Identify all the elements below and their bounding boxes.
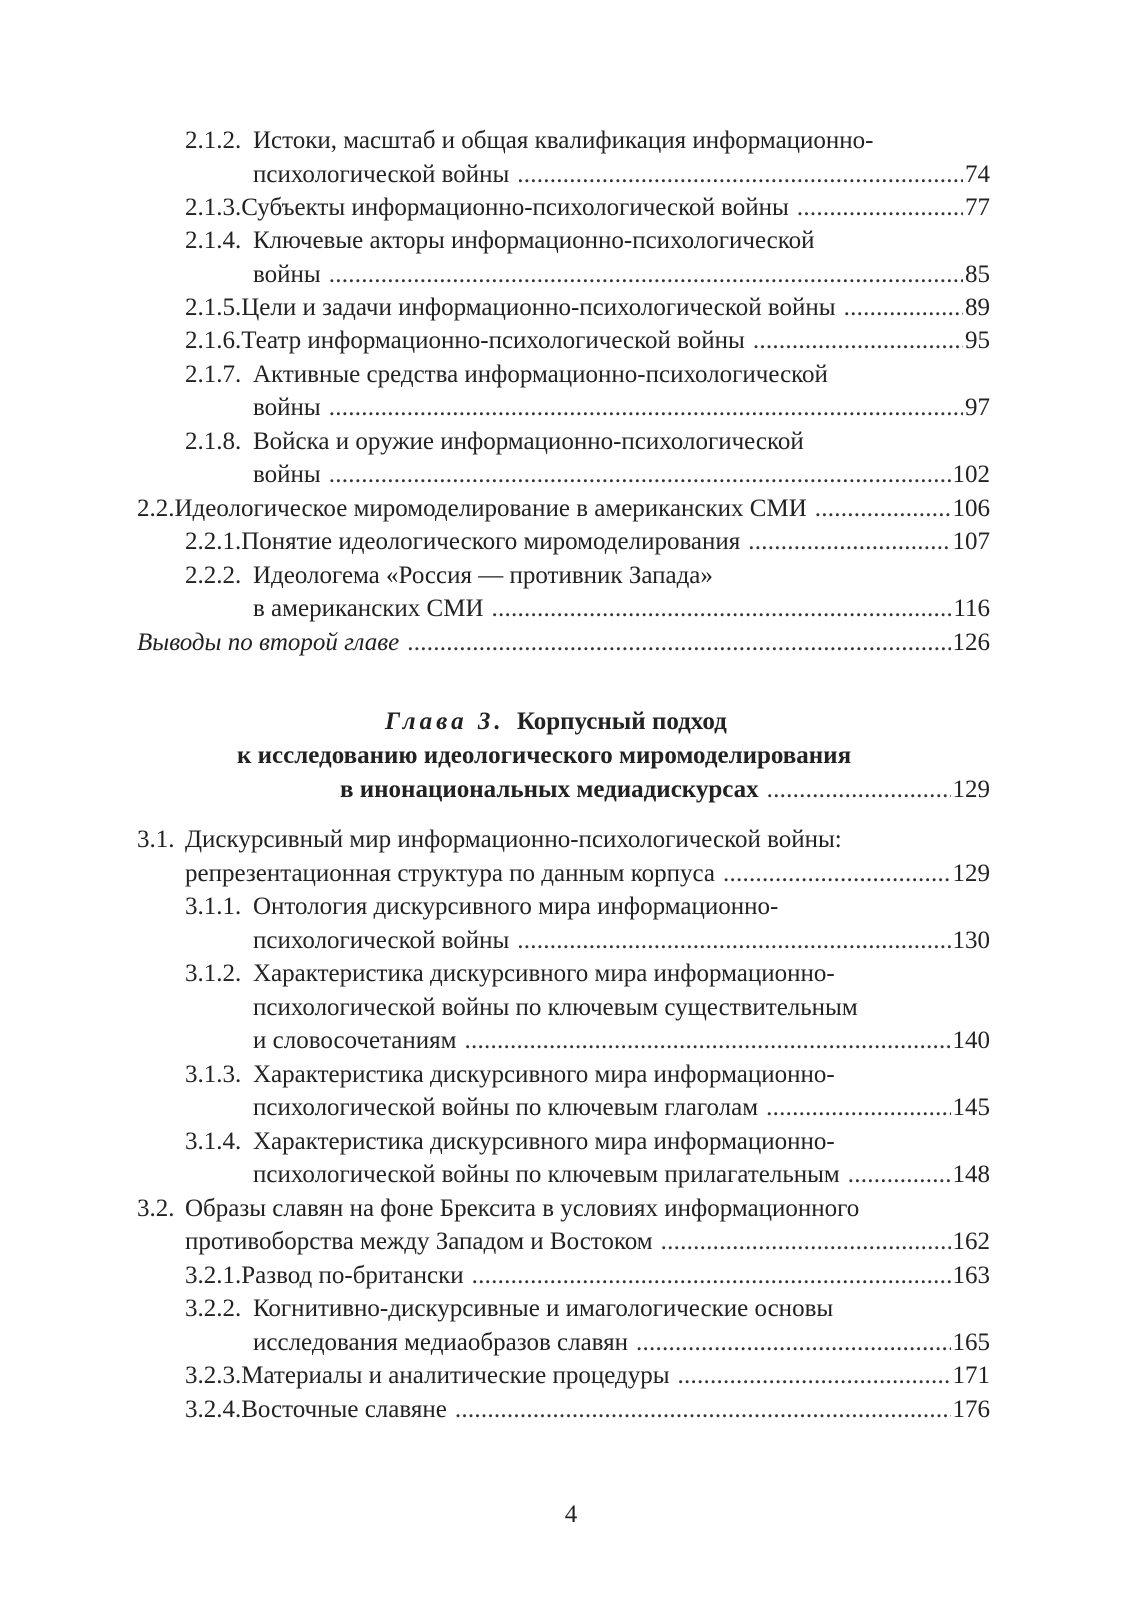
dot-leader (797, 191, 963, 225)
toc-entry-3-1-4-cont[interactable] (253, 1158, 990, 1192)
toc-title: Войска и оружие информационно-психологической (253, 428, 804, 455)
dot-leader (464, 1024, 950, 1058)
dot-leader (848, 1158, 951, 1192)
toc-number: 3.2.1. (185, 1262, 242, 1289)
toc-entry-3-1-1-cont[interactable] (253, 924, 990, 958)
dot-leader (407, 626, 950, 660)
toc-page: 140 (952, 1027, 990, 1054)
toc-number: 3.2.2. (185, 1295, 242, 1322)
toc-number: 3.1.1. (185, 893, 242, 920)
dot-leader (815, 492, 951, 526)
toc-entry-2-1-8-cont[interactable] (253, 458, 990, 492)
toc-title: Характеристика дискурсивного мира информационно- (253, 1061, 835, 1088)
toc-title: Выводы по второй главе (137, 629, 400, 656)
dot-leader (329, 458, 951, 492)
toc-number: 2.2. (137, 495, 175, 522)
toc-title: Когнитивно-дискурсивные и имагологические основы (253, 1295, 834, 1322)
dot-leader (517, 924, 950, 958)
dot-leader (492, 592, 952, 626)
toc-entry-2-1-7[interactable] (185, 358, 990, 392)
toc-number: 2.2.1. (185, 528, 242, 555)
toc-entry-2-1-7-cont[interactable] (253, 391, 990, 425)
toc-title: исследования медиаобразов славян (253, 1329, 629, 1356)
toc-title: Характеристика дискурсивного мира информационно- (253, 1128, 835, 1155)
toc-title: Образы славян на фоне Брексита в условиях информационного (185, 1195, 860, 1222)
toc-title: Субъекты информационно-психологической войны (241, 194, 789, 221)
toc-page: 116 (953, 595, 990, 622)
toc-title: войны (253, 394, 321, 421)
chapter-title: Корпусный подход (516, 708, 727, 735)
toc-entry-3-1-1[interactable] (185, 890, 990, 924)
toc-entry-3-1[interactable] (137, 823, 990, 857)
toc-entry-3-1-2-cont (253, 991, 990, 1025)
toc-number: 2.1.8. (185, 428, 242, 455)
toc-entry-2-2[interactable] (137, 492, 990, 526)
toc-entry-3-1-4[interactable] (185, 1125, 990, 1159)
toc-entry-3-1-2[interactable] (185, 957, 990, 991)
toc-entry-3-2[interactable] (137, 1192, 990, 1226)
toc-page: 89 (965, 294, 990, 321)
toc-title: в американских СМИ (253, 595, 484, 622)
dot-leader (661, 1225, 951, 1259)
toc-entry-conclusions-2[interactable] (137, 626, 990, 660)
toc-page: 130 (952, 927, 990, 954)
dot-leader (678, 1359, 951, 1393)
toc-title: войны (253, 261, 321, 288)
toc-number: 2.1.2. (185, 127, 242, 154)
toc-number: 2.1.4. (185, 227, 242, 254)
toc-page: 95 (965, 327, 990, 354)
toc-page: 171 (952, 1362, 990, 1389)
chapter-3-heading[interactable] (385, 705, 727, 739)
toc-entry-2-1-2-cont[interactable] (253, 158, 990, 192)
toc-page: 106 (952, 495, 990, 522)
chapter-label: Глава 3. (385, 708, 505, 735)
toc-entry-3-2-2-cont[interactable] (253, 1326, 990, 1360)
toc-title: Развод по-британски (241, 1262, 464, 1289)
toc-title: Дискурсивный мир информационно-психологической войны: (185, 826, 842, 853)
toc-page: 129 (952, 776, 990, 803)
toc-page: 129 (952, 860, 990, 887)
toc-title: Онтология дискурсивного мира информационно- (253, 893, 779, 920)
dot-leader (748, 525, 950, 559)
toc-entry-3-1-3-cont[interactable] (253, 1091, 990, 1125)
toc-page: 102 (952, 461, 990, 488)
toc-page: 107 (952, 528, 990, 555)
toc-page: 176 (952, 1396, 990, 1423)
toc-entry-2-2-2-cont[interactable] (253, 592, 990, 626)
toc-entry-3-2-4[interactable] (185, 1393, 990, 1427)
toc-title: Ключевые акторы информационно-психологической (253, 227, 815, 254)
toc-number: 2.1.5. (185, 294, 242, 321)
toc-entry-2-1-2[interactable] (185, 124, 990, 158)
toc-title: Идеологема «Россия — противник Запада» (253, 562, 713, 589)
toc-page: 126 (952, 629, 990, 656)
toc-page: 163 (952, 1262, 990, 1289)
dot-leader (472, 1259, 951, 1293)
toc-title: Восточные славяне (241, 1396, 447, 1423)
dot-leader (767, 773, 951, 807)
toc-entry-3-2-3[interactable] (185, 1359, 990, 1393)
toc-title: Материалы и аналитические процедуры (241, 1362, 670, 1389)
chapter-title: к исследованию идеологического миромоделирования (237, 742, 852, 769)
toc-entry-3-2-2[interactable] (185, 1292, 990, 1326)
toc-title: Истоки, масштаб и общая квалификация информационно- (253, 127, 874, 154)
toc-page: 162 (952, 1228, 990, 1255)
toc-title: и словосочетаниям (253, 1027, 457, 1054)
toc-number: 3.2. (137, 1195, 175, 1222)
chapter-3-title-line-2 (237, 739, 851, 773)
dot-leader (766, 1091, 950, 1125)
toc-title: психологической войны (253, 161, 510, 188)
dot-leader (329, 391, 963, 425)
toc-title: противоборства между Западом и Востоком (185, 1228, 653, 1255)
toc-entry-2-1-5[interactable] (185, 291, 990, 325)
toc-entry-2-2-2[interactable] (185, 559, 990, 593)
toc-entry-3-1-cont[interactable] (185, 857, 990, 891)
toc-title: репрезентационная структура по данным корпуса (185, 860, 715, 887)
toc-title: психологической войны по ключевым прилагательным (253, 1161, 840, 1188)
dot-leader (753, 324, 963, 358)
toc-title: Активные средства информационно-психологической (253, 361, 828, 388)
toc-entry-2-2-1[interactable] (185, 525, 990, 559)
toc-title: Идеологическое миромоделирование в американских СМИ (174, 495, 807, 522)
toc-number: 3.1.2. (185, 960, 242, 987)
toc-number: 2.1.3. (185, 194, 242, 221)
page-number: 4 (564, 1501, 578, 1528)
dot-leader (455, 1393, 951, 1427)
toc-page: 165 (952, 1329, 990, 1356)
chapter-title: в инонациональных медиадискурсах (340, 776, 759, 803)
toc-title: Понятие идеологического миромоделирования (241, 528, 741, 555)
toc-title: войны (253, 461, 321, 488)
toc-number: 3.2.3. (185, 1362, 242, 1389)
toc-title: психологической войны (253, 927, 510, 954)
toc-page: 148 (952, 1161, 990, 1188)
toc-entry-2-1-8[interactable] (185, 425, 990, 459)
toc-number: 2.2.2. (185, 562, 242, 589)
toc-entry-2-1-4-cont[interactable] (253, 258, 990, 292)
toc-entry-2-1-4[interactable] (185, 224, 990, 258)
dot-leader (636, 1326, 950, 1360)
chapter-3-title-line-3[interactable] (340, 773, 990, 807)
toc-number: 3.1.3. (185, 1061, 242, 1088)
toc-number: 3.2.4. (185, 1396, 242, 1423)
toc-page: 77 (965, 194, 990, 221)
dot-leader (329, 258, 963, 292)
toc-page: 97 (965, 394, 990, 421)
toc-title: психологической войны по ключевым существительным (253, 994, 858, 1021)
toc-number: 3.1. (137, 826, 175, 853)
toc-title: Характеристика дискурсивного мира информационно- (253, 960, 835, 987)
toc-number: 3.1.4. (185, 1128, 242, 1155)
toc-entry-3-1-3[interactable] (185, 1058, 990, 1092)
toc-entry-3-1-2-cont2[interactable] (253, 1024, 990, 1058)
dot-leader (723, 857, 951, 891)
toc-entry-3-2-cont[interactable] (185, 1225, 990, 1259)
toc-page: 74 (965, 161, 990, 188)
toc-title: Театр информационно-психологической войны (241, 327, 745, 354)
dot-leader (517, 158, 963, 192)
toc-entry-2-1-3[interactable] (185, 191, 990, 225)
toc-entry-2-1-6[interactable] (185, 324, 990, 358)
toc-page: 85 (965, 261, 990, 288)
toc-title: психологической войны по ключевым глаголам (253, 1094, 759, 1121)
toc-page: 145 (952, 1094, 990, 1121)
toc-entry-3-2-1[interactable] (185, 1259, 990, 1293)
toc-title: Цели и задачи информационно-психологической войны (241, 294, 836, 321)
dot-leader (844, 291, 963, 325)
toc-number: 2.1.7. (185, 361, 242, 388)
toc-number: 2.1.6. (185, 327, 242, 354)
